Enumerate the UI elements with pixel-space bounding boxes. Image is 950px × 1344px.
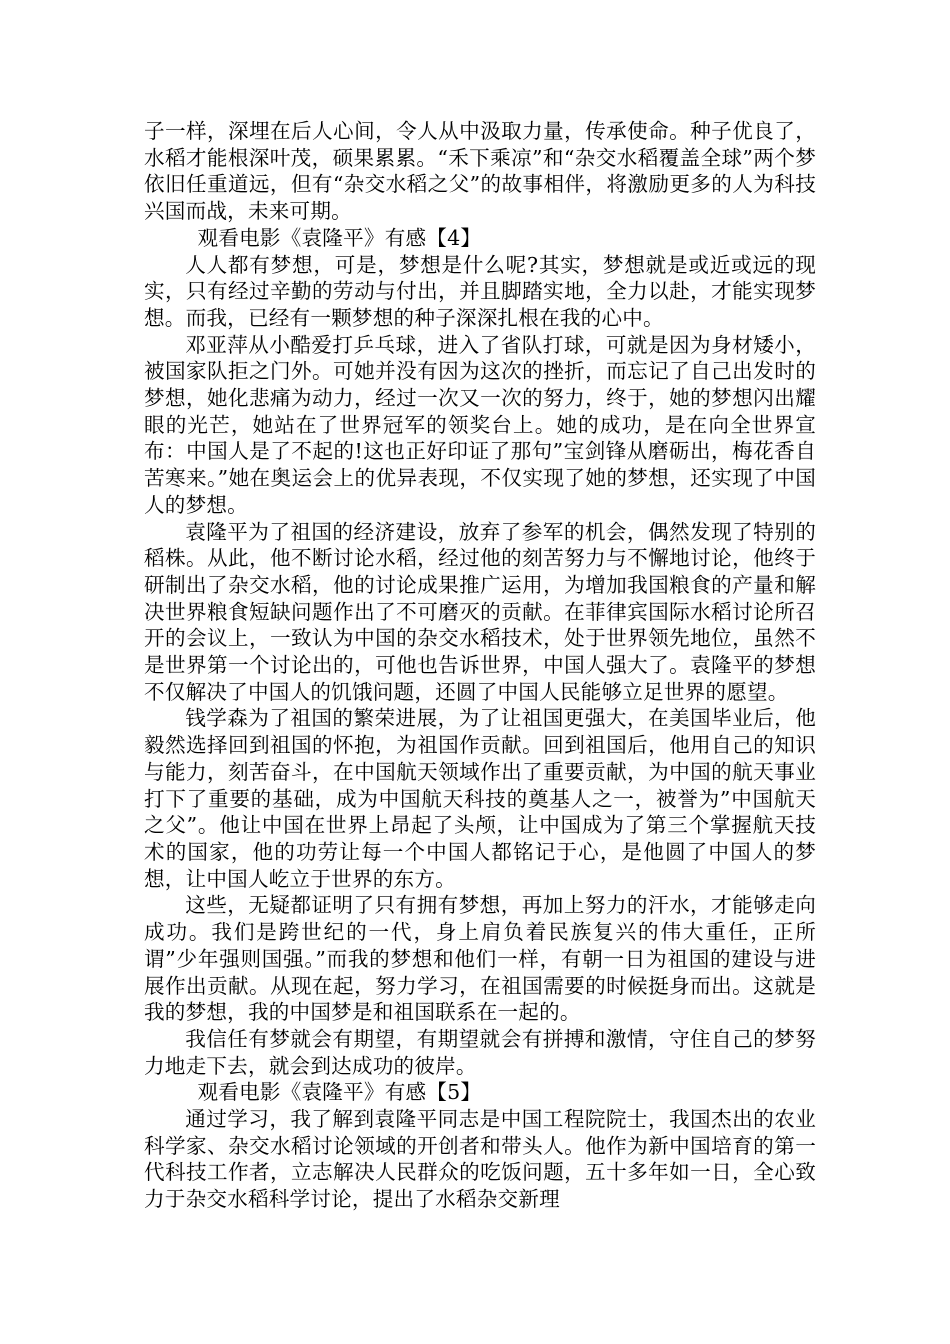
- section-heading-5: 观看电影《袁隆平》有感【5】: [197, 1080, 482, 1105]
- paragraph-study: 通过学习，我了解到袁隆平同志是中国工程院院士，我国杰出的农业科学家、杂交水稻讨论领域的开创者和带头人。他作为新中国培育的第一代科技工作者，立志解决人民群众的吃饭问题，五十多年如一日，全心致力于杂交水稻科学讨论，提出了水稻杂交新理: [144, 1107, 816, 1212]
- section-heading-4: 观看电影《袁隆平》有感【4】: [197, 225, 482, 250]
- paragraph-conclusion: 这些，无疑都证明了只有拥有梦想，再加上努力的汗水，才能够走向成功。我们是跨世纪的一代，身上肩负着民族复兴的伟大重任，正所谓”少年强则国强。”而我的梦想和他们一样，有朝一日为祖国的建设与进展作出贡献。从现在起，努力学习，在祖国需要的时候挺身而出。这就是我的梦想，我的中国梦是和祖国联系在一起的。: [144, 893, 816, 1025]
- paragraph-qian-xuesen: 钱学森为了祖国的繁荣进展，为了让祖国更强大，在美国毕业后，他毅然选择回到祖国的怀抱，为祖国作贡献。回到祖国后，他用自己的知识与能力，刻苦奋斗，在中国航天领域作出了重要贡献，为中国的航天事业打下了重要的基础，成为中国航天科技的奠基人之一，被誉为”中国航天之父”。他让中国在世界上昂起了头颅，让中国成为了第三个掌握航天技术的国家，他的功劳让每一个中国人都铭记于心，是他圆了中国人的梦想，让中国人屹立于世界的东方。: [144, 706, 816, 891]
- paragraph-continuation: 子一样，深埋在后人心间，令人从中汲取力量，传承使命。种子优良了，水稻才能根深叶茂，硕果累累。“禾下乘凉”和“杂交水稻覆盖全球”两个梦依旧任重道远，但有“杂交水稻之父”的故事相伴，将激励更多的人为科技兴国而战，未来可期。: [144, 119, 816, 224]
- paragraph-dreams-intro: 人人都有梦想，可是，梦想是什么呢?其实，梦想就是或近或远的现实，只有经过辛勤的劳动与付出，并且脚踏实地，全力以赴，才能实现梦想。而我，已经有一颗梦想的种子深深扎根在我的心中。: [144, 252, 816, 330]
- document-body: [144, 118, 816, 1213]
- paragraph-yuan-longping: 袁隆平为了祖国的经济建设，放弃了参军的机会，偶然发现了特别的稻株。从此，他不断讨论水稻，经过他的刻苦努力与不懈地讨论，他终于研制出了杂交水稻，他的讨论成果推广运用，为增加我国粮食的产量和解决世界粮食短缺问题作出了不可磨灭的贡献。在菲律宾国际水稻讨论所召开的会议上，一致认为中国的杂交水稻技术，处于世界领先地位，虽然不是世界第一个讨论出的，可他也告诉世界，中国人强大了。袁隆平的梦想不仅解决了中国人的饥饿问题，还圆了中国人民能够立足世界的愿望。: [144, 519, 816, 704]
- paragraph-belief: 我信任有梦就会有期望，有期望就会有拼搏和激情，守住自己的梦努力地走下去，就会到达成功的彼岸。: [144, 1026, 816, 1078]
- paragraph-deng-yaping: 邓亚萍从小酷爱打乒乓球，进入了省队打球，可就是因为身材矮小，被国家队拒之门外。可她并没有因为这次的挫折，而忘记了自己出发时的梦想，她化悲痛为动力，经过一次又一次的努力，终于，她的梦想闪出耀眼的光芒，她站在了世界冠军的领奖台上。她的成功，是在向全世界宣布：中国人是了不起的!这也正好印证了那句”宝剑锋从磨砺出，梅花香自苦寒来。”她在奥运会上的优异表现，不仅实现了她的梦想，还实现了中国人的梦想。: [144, 332, 816, 517]
